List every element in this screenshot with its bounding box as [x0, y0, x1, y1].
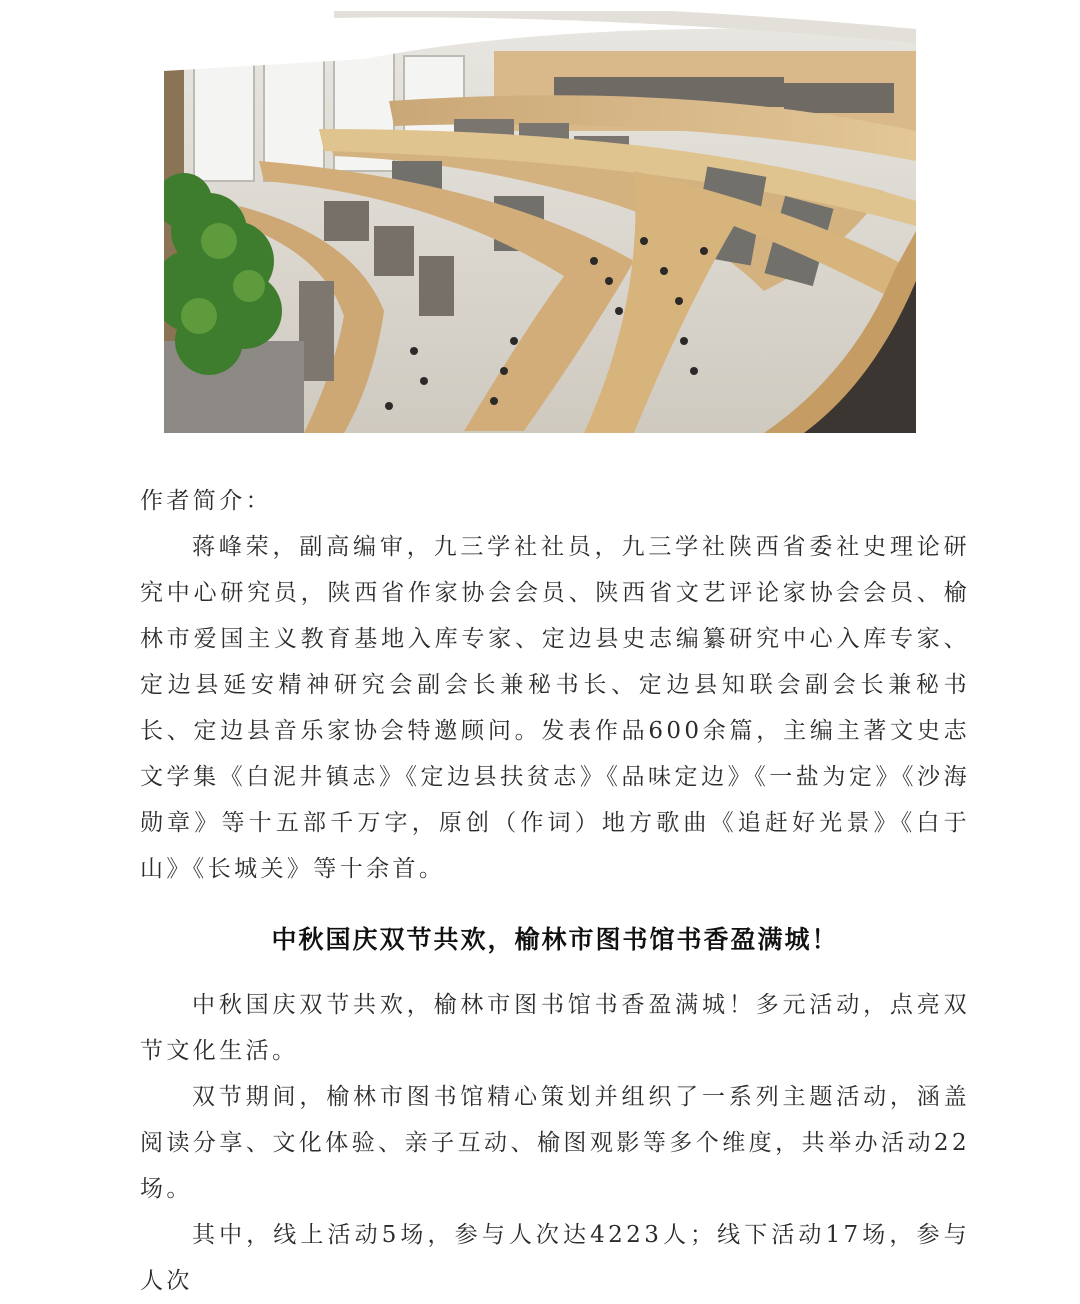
bio-heading: 作者简介： — [140, 488, 272, 514]
article-title: 中秋国庆双节共欢，榆林市图书馆书香盈满城！ — [271, 925, 839, 954]
article-paragraph-1: 中秋国庆双节共欢，榆林市图书馆书香盈满城！多元活动，点亮双节文化生活。 — [140, 992, 970, 1064]
article-paragraph-2: 双节期间，榆林市图书馆精心策划并组织了一系列主题活动，涵盖阅读分享、文化体验、亲子互动、榆图观影等多个维度，共举办活动22场。 — [140, 1084, 970, 1202]
bio-text: 蒋峰荣，副高编审，九三学社社员，九三学社陕西省委社史理论研究中心研究员，陕西省作家协会会员、陕西省文艺评论家协会会员、榆林市爱国主义教育基地入库专家、定边县史志编纂研究中心入库专家、定边县延安精神研究会副会长兼秘书长、定边县知联会副会长兼秘书长、定边县音乐家协会特邀顾问。发表作品600余篇，主编主著文史志文学集《白泥井镇志》《定边县扶贫志》《品味定边》《一盐为定》《沙海勋章》等十五部千万字，原创（作词）地方歌曲《追赶好光景》《白于山》《长城关》等十余首。 — [140, 534, 970, 882]
article-body — [140, 982, 970, 1304]
library-reading-hall-photo — [164, 11, 916, 433]
article-paragraph-3: 其中，线上活动5场，参与人次达4223人；线下活动17场，参与人次 — [140, 1222, 970, 1294]
author-bio-section — [140, 478, 970, 892]
